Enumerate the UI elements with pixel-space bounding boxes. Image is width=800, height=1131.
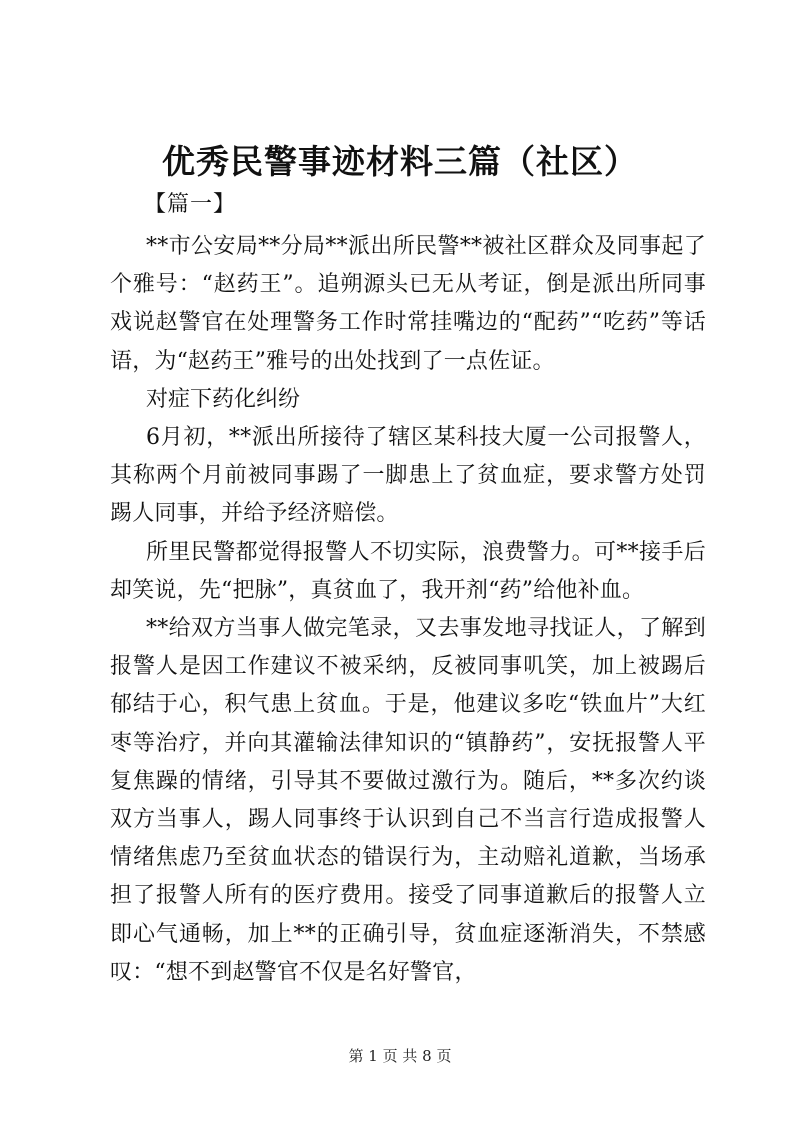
subheading-dispute: 对症下药化纠纷 (146, 386, 301, 412)
document-body (110, 228, 706, 992)
paragraph-resolution: **给双方当事人做完笔录，又去事发地寻找证人，了解到报警人是因工作建议不被采纳，反被同事叽笑，加上被踢后郁结于心，积气患上贫血。于是，他建议多吃“铁血片”大红枣等治疗，并向其灌输法律知识的“镇静药”，安抚报警人平复焦躁的情绪，引导其不要做过激行为。随后，**多次约谈双方当事人，踢人同事终于认识到自己不当言行造成报警人情绪焦虑乃至贫血状态的错误行为，主动赔礼道歉，当场承担了报警人所有的医疗费用。接受了同事道歉后的报警人立即心气通畅，加上**的正确引导，贫血症逐渐消失，不禁感叹：“想不到赵警官不仅是名好警官， (110, 616, 706, 985)
paragraph-intro: **市公安局**分局**派出所民警**被社区群众及同事起了个雅号：“赵药王”。追朔源头已无从考证，倒是派出所同事戏说赵警官在处理警务工作时常挂嘴边的“配药”“吃药”等话语，为“赵药王”雅号的出处找到了一点佐证。 (110, 234, 706, 374)
paragraph-case: 6月初，**派出所接待了辖区某科技大厦一公司报警人，其称两个月前被同事踢了一脚患上了贫血症，要求警方处罚踢人同事，并给予经济赔偿。 (110, 425, 706, 527)
page-footer: 第 1 页 共 8 页 (348, 1047, 452, 1065)
document-title: 优秀民警事迹材料三篇（社区） (162, 142, 638, 181)
section-heading: 【篇一】 (144, 192, 237, 217)
paragraph-reaction: 所里民警都觉得报警人不切实际，浪费警力。可**接手后却笑说，先“把脉”，真贫血了，我开剂“药”给他补血。 (110, 539, 706, 603)
